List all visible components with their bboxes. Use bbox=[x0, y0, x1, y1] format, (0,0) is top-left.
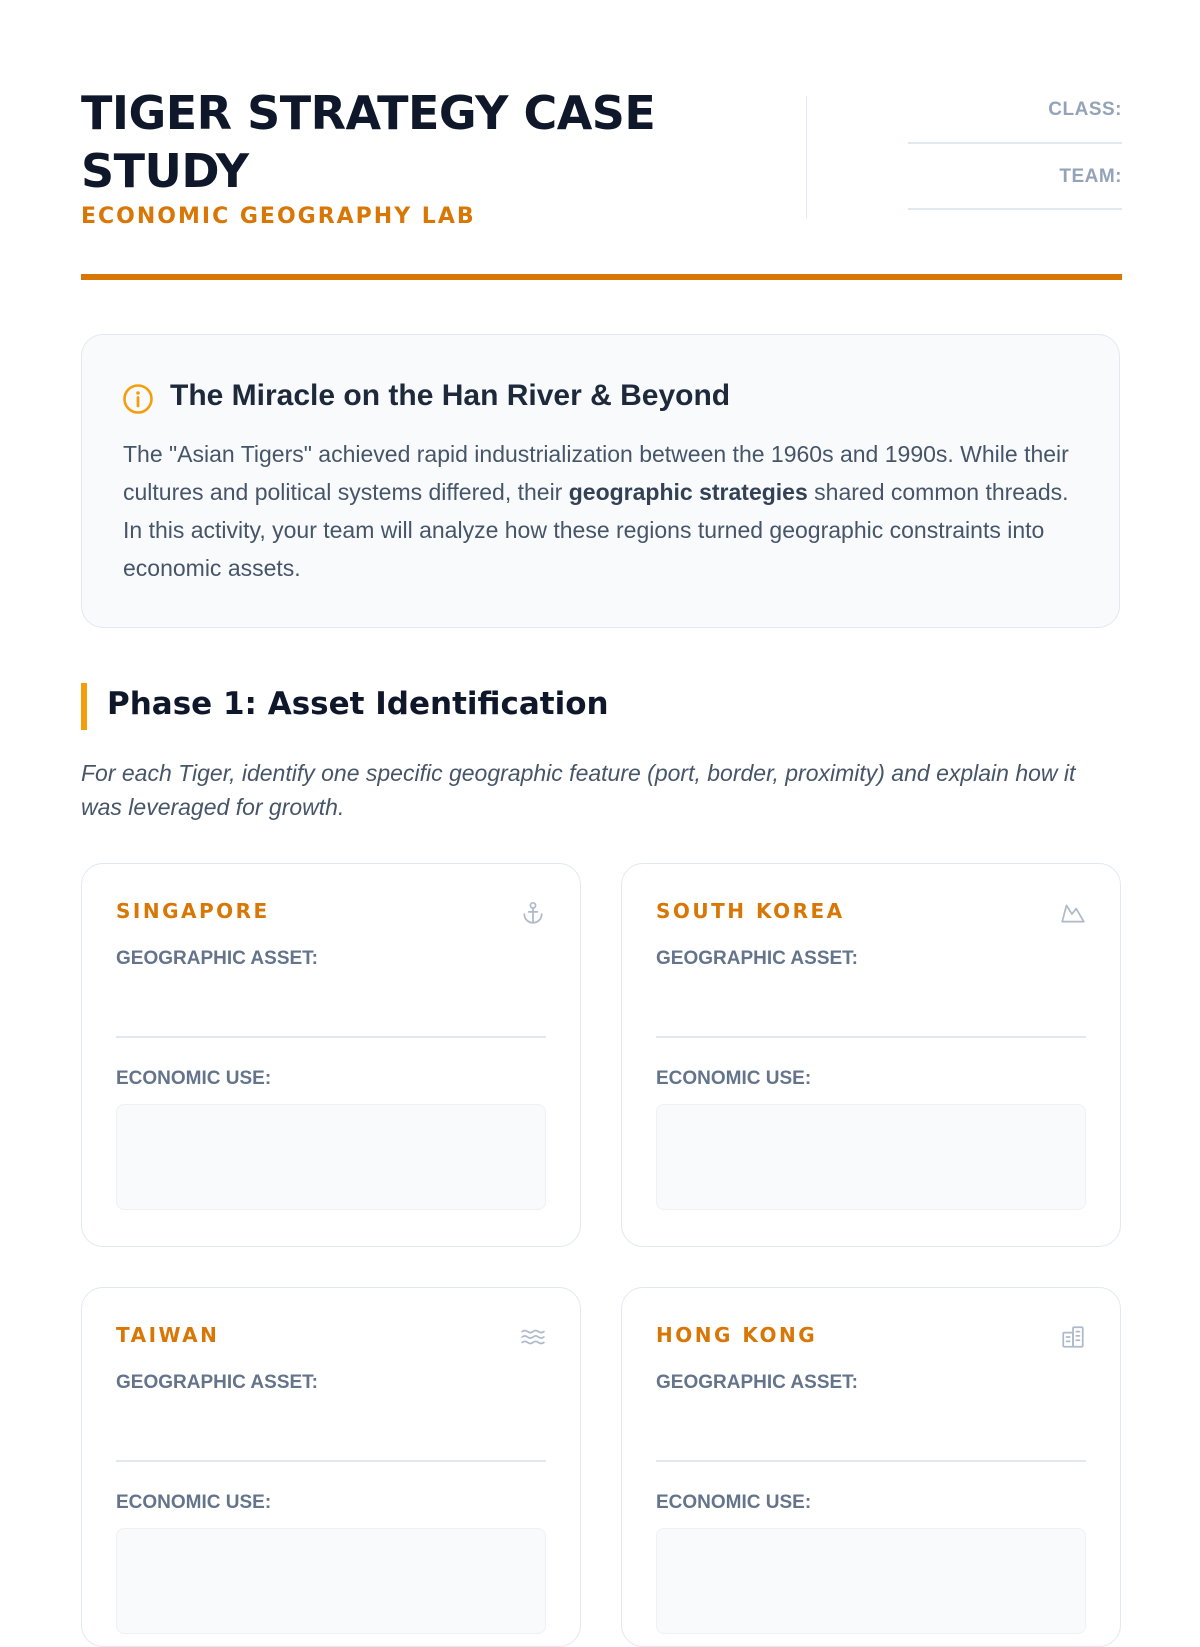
geographic-asset-label: GEOGRAPHIC ASSET: bbox=[116, 1372, 318, 1393]
team-label: TEAM: bbox=[1059, 166, 1122, 187]
waves-icon bbox=[520, 1324, 546, 1350]
economic-use-label: ECONOMIC USE: bbox=[656, 1068, 812, 1089]
economic-use-field[interactable] bbox=[116, 1104, 546, 1210]
intro-body-bold: geographic strategies bbox=[568, 479, 808, 505]
geographic-asset-field[interactable] bbox=[656, 1036, 1086, 1038]
geographic-asset-label: GEOGRAPHIC ASSET: bbox=[656, 1372, 858, 1393]
mountain-icon bbox=[1060, 900, 1086, 926]
card-title: TAIWAN bbox=[116, 1323, 220, 1347]
info-icon bbox=[122, 383, 154, 415]
building-icon bbox=[1060, 1324, 1086, 1350]
economic-use-label: ECONOMIC USE: bbox=[656, 1492, 812, 1513]
team-field[interactable] bbox=[908, 208, 1122, 210]
geographic-asset-label: GEOGRAPHIC ASSET: bbox=[656, 948, 858, 969]
economic-use-field[interactable] bbox=[116, 1528, 546, 1634]
header-accent-bar bbox=[81, 274, 1122, 280]
tiger-card-south-korea bbox=[621, 863, 1121, 1247]
intro-title: The Miracle on the Han River & Beyond bbox=[170, 379, 731, 412]
card-title: SINGAPORE bbox=[116, 899, 270, 923]
intro-box bbox=[81, 334, 1120, 628]
page-subtitle: ECONOMIC GEOGRAPHY LAB bbox=[81, 204, 476, 229]
card-title: HONG KONG bbox=[656, 1323, 818, 1347]
geographic-asset-label: GEOGRAPHIC ASSET: bbox=[116, 948, 318, 969]
tiger-card-singapore bbox=[81, 863, 581, 1247]
tiger-card-hong-kong bbox=[621, 1287, 1121, 1647]
intro-body-text-1: The "Asian Tigers" achieved rapid industrialization between the 1960s and 1990s. While their cultures and political systems differed, their bbox=[123, 441, 1069, 505]
header bbox=[81, 84, 1122, 234]
intro-body bbox=[123, 435, 1083, 587]
phase-title: Phase 1: Asset Identification bbox=[107, 686, 609, 722]
geographic-asset-field[interactable] bbox=[656, 1460, 1086, 1462]
page-title: TIGER STRATEGY CASE STUDY bbox=[81, 86, 656, 198]
class-field[interactable] bbox=[908, 142, 1122, 144]
class-label: CLASS: bbox=[1048, 99, 1122, 120]
geographic-asset-field[interactable] bbox=[116, 1036, 546, 1038]
phase-description: For each Tiger, identify one specific geographic feature (port, border, proximity) and explain how it was leveraged for growth. bbox=[81, 760, 1076, 820]
economic-use-label: ECONOMIC USE: bbox=[116, 1068, 272, 1089]
card-title: SOUTH KOREA bbox=[656, 899, 845, 923]
header-divider bbox=[806, 96, 807, 218]
economic-use-label: ECONOMIC USE: bbox=[116, 1492, 272, 1513]
tiger-card-taiwan bbox=[81, 1287, 581, 1647]
economic-use-field[interactable] bbox=[656, 1104, 1086, 1210]
phase-accent-bar bbox=[81, 683, 87, 730]
geographic-asset-field[interactable] bbox=[116, 1460, 546, 1462]
intro-body-text-2: shared common threads. In this activity, your team will analyze how these regions turned geographic constraints into economic assets. bbox=[123, 479, 1069, 581]
economic-use-field[interactable] bbox=[656, 1528, 1086, 1634]
anchor-icon bbox=[520, 900, 546, 926]
